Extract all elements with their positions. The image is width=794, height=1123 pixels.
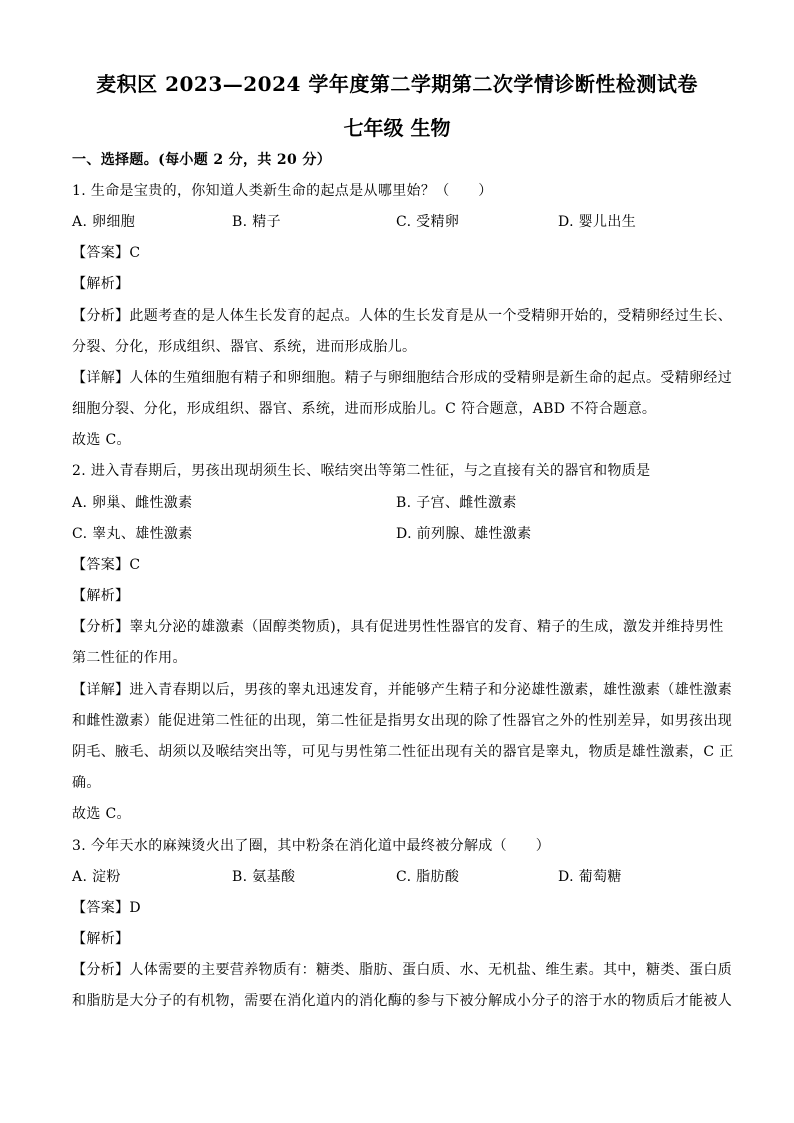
q3-fenxi-line1: 【分析】人体需要的主要营养物质有：糖类、脂肪、蛋白质、水、无机盐、维生素。其中，糖类、蛋白质 bbox=[72, 962, 733, 978]
q3-fenxi-line2: 和脂肪是大分子的有机物，需要在消化道内的消化酶的参与下被分解成小分子的溶于水的物质后才能被人 bbox=[72, 993, 733, 1009]
q1-fenxi-line1: 【分析】此题考查的是人体生长发育的起点。人体的生长发育是从一个受精卵开始的，受精卵经过生长、 bbox=[72, 308, 733, 324]
q2-xiangjie-line2: 和雌性激素）能促进第二性征的出现，第二性征是指男女出现的除了性器官之外的性别差异，如男孩出现 bbox=[72, 713, 733, 729]
q2-analysis-label: 【解析】 bbox=[72, 588, 130, 604]
q1-fenxi-line2: 分裂、分化，形成组织、器官、系统，进而形成胎儿。 bbox=[72, 339, 417, 355]
q3-option-b: B. 氨基酸 bbox=[232, 869, 296, 885]
q2-xiangjie-line1: 【详解】进入青春期以后，男孩的睾丸迅速发育，并能够产生精子和分泌雄性激素，雄性激素（雄性激素 bbox=[72, 682, 733, 698]
q3-analysis-label: 【解析】 bbox=[72, 931, 130, 947]
q1-analysis-label: 【解析】 bbox=[72, 276, 130, 292]
q2-answer: 【答案】C bbox=[72, 557, 141, 573]
q3-stem: 3. 今年天水的麻辣烫火出了圈，其中粉条在消化道中最终被分解成（ ） bbox=[72, 838, 551, 854]
q1-option-a: A. 卵细胞 bbox=[72, 214, 136, 230]
q1-xiangjie-line1: 【详解】人体的生殖细胞有精子和卵细胞。精子与卵细胞结合形成的受精卵是新生命的起点。受精卵经过 bbox=[72, 370, 733, 386]
q1-option-b: B. 精子 bbox=[232, 214, 281, 230]
q1-conclusion: 故选 C。 bbox=[72, 432, 131, 448]
q2-option-a: A. 卵巢、雌性激素 bbox=[72, 495, 193, 511]
q2-xiangjie-line3: 阴毛、腋毛、胡须以及喉结突出等，可见与男性第二性征出现有关的器官是睾丸，物质是雄性激素，C 正 bbox=[72, 744, 734, 760]
q2-option-b: B. 子宫、雌性激素 bbox=[396, 495, 517, 511]
q1-answer: 【答案】C bbox=[72, 245, 141, 261]
q3-option-c: C. 脂肪酸 bbox=[396, 869, 460, 885]
q2-xiangjie-line4: 确。 bbox=[72, 775, 101, 791]
q2-option-c: C. 睾丸、雄性激素 bbox=[72, 526, 193, 542]
q2-fenxi-line2: 第二性征的作用。 bbox=[72, 650, 187, 666]
q3-answer: 【答案】D bbox=[72, 900, 141, 916]
q3-option-a: A. 淀粉 bbox=[72, 869, 121, 885]
q2-conclusion: 故选 C。 bbox=[72, 806, 131, 822]
section-heading: 一、选择题。(每小题 2 分，共 20 分） bbox=[72, 152, 332, 168]
q2-stem: 2. 进入青春期后，男孩出现胡须生长、喉结突出等第二性征，与之直接有关的器官和物质是 bbox=[72, 463, 651, 479]
q2-fenxi-line1: 【分析】睾丸分泌的雄激素（固醇类物质)，具有促进男性性器官的发育、精子的生成，激发并维持男性 bbox=[72, 619, 724, 635]
q3-option-d: D. 葡萄糖 bbox=[558, 869, 622, 885]
q1-xiangjie-line2: 细胞分裂、分化，形成组织、器官、系统，进而形成胎儿。C 符合题意，ABD 不符合题意。 bbox=[72, 401, 657, 417]
exam-subtitle: 七年级 生物 bbox=[343, 116, 451, 140]
q1-option-c: C. 受精卵 bbox=[396, 214, 460, 230]
q2-option-d: D. 前列腺、雄性激素 bbox=[396, 526, 532, 542]
exam-title: 麦积区 2023—2024 学年度第二学期第二次学情诊断性检测试卷 bbox=[96, 72, 698, 96]
q1-option-d: D. 婴儿出生 bbox=[558, 214, 637, 230]
q1-stem: 1. 生命是宝贵的，你知道人类新生命的起点是从哪里始？（ ） bbox=[72, 183, 493, 199]
